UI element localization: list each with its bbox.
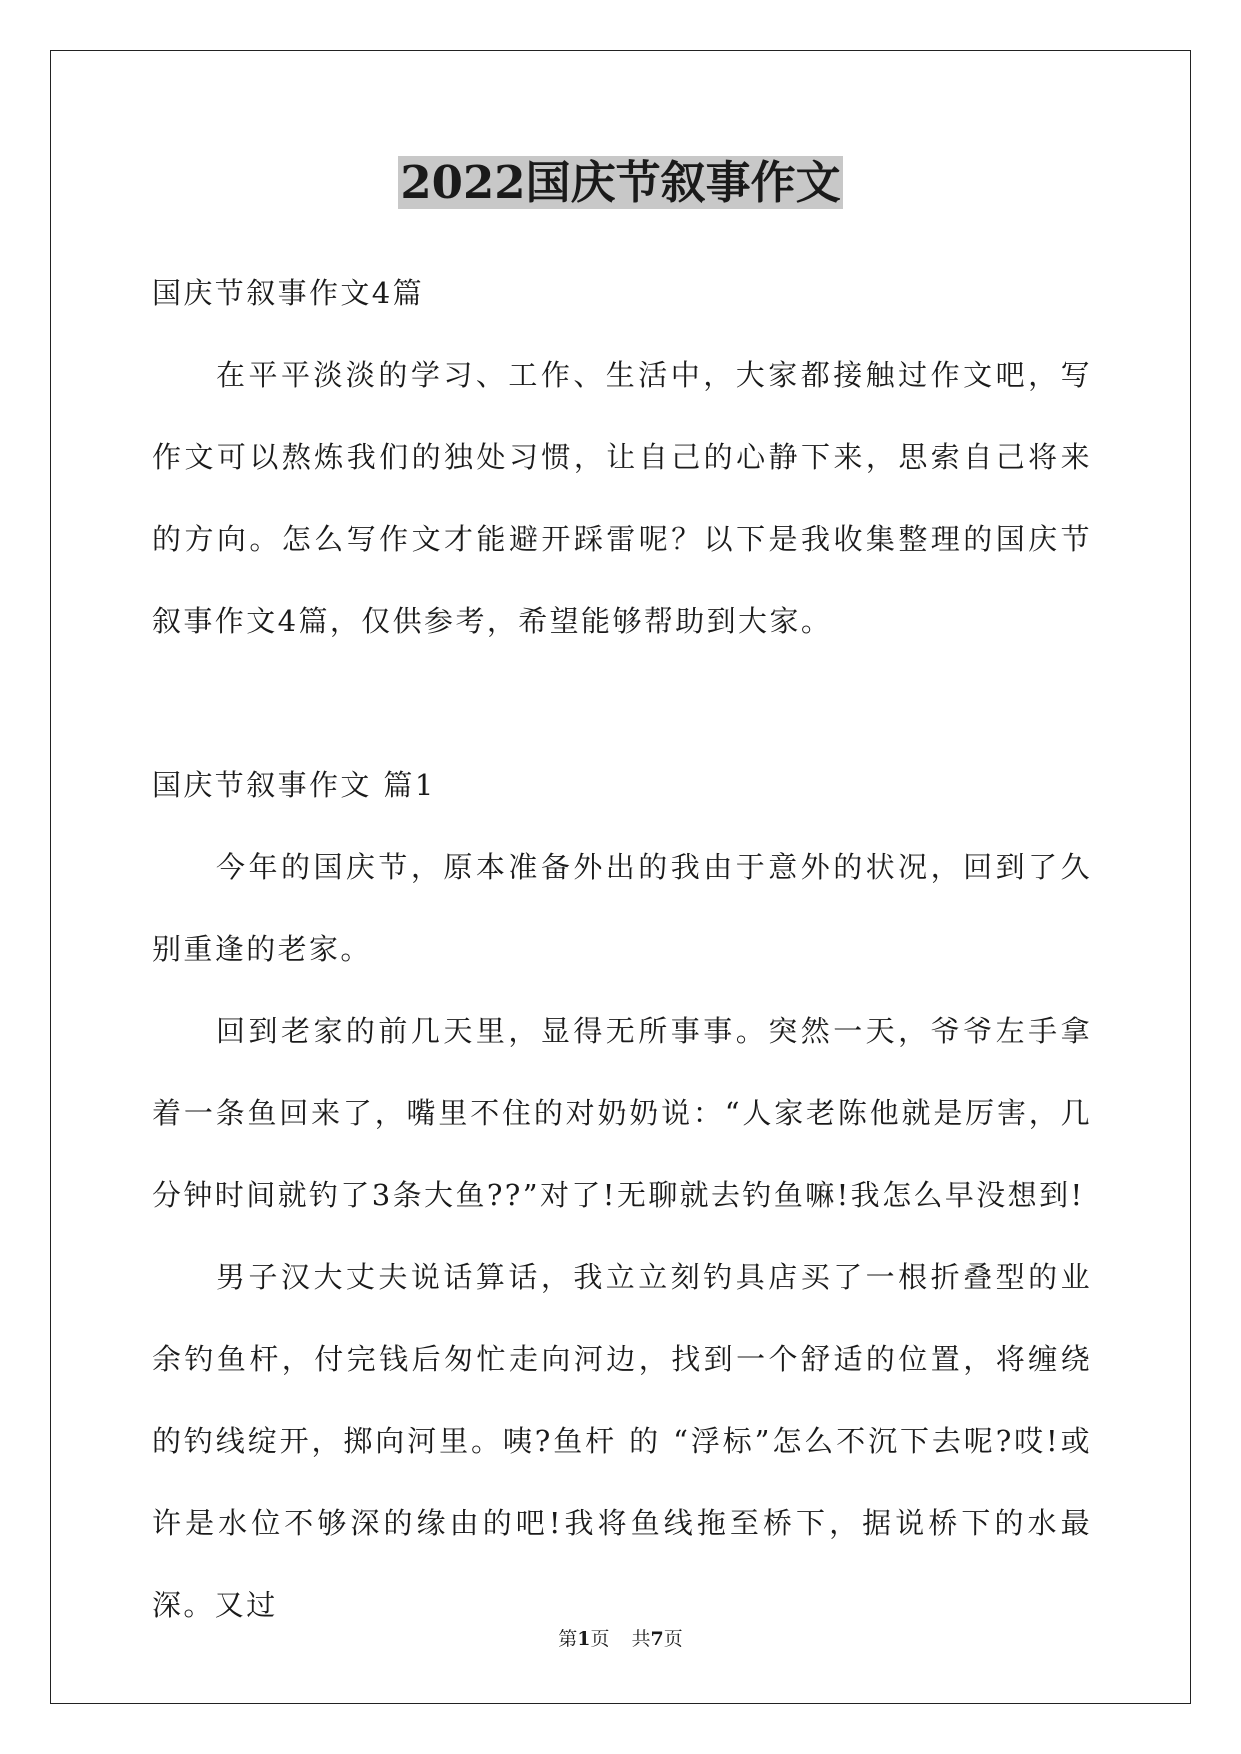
intro-paragraph: 在平平淡淡的学习、工作、生活中，大家都接触过作文吧，写作文可以熬炼我们的独处习惯，让自己的心静下来，思索自己将来的方向。怎么写作文才能避开踩雷呢？以下是我收集整理的国庆节叙事作文4篇，仅供参考，希望能够帮助到大家。 [152, 358, 1092, 638]
document-body [152, 252, 1092, 1646]
intro-heading: 国庆节叙事作文4篇 [152, 276, 425, 310]
page-prefix: 第 [558, 1628, 578, 1650]
body-paragraph: 今年的国庆节，原本准备外出的我由于意外的状况，回到了久别重逢的老家。 [152, 850, 1092, 966]
page-number: 1 [577, 1628, 591, 1650]
document-title [0, 150, 1241, 216]
page-footer [0, 1625, 1241, 1653]
body-paragraph: 男子汉大丈夫说话算话，我立立刻钓具店买了一根折叠型的业余钓鱼杆，付完钱后匆忙走向河边，找到一个舒适的位置，将缠绕的钓线绽开，掷向河里。咦?鱼杆 的 “浮标”怎么不沉下去呢?哎!或许是水位不够深的缘由的吧!我将鱼线拖至桥下，据说桥下的水最深。又过 [152, 1260, 1092, 1622]
body-paragraph: 回到老家的前几天里，显得无所事事。突然一天，爷爷左手拿着一条鱼回来了，嘴里不住的对奶奶说：“人家老陈他就是厉害，几分钟时间就钓了3条大鱼??”对了!无聊就去钓鱼嘛!我怎么早没想到! [152, 1014, 1092, 1212]
page-suffix: 页 [590, 1628, 610, 1650]
total-suffix: 页 [663, 1628, 683, 1650]
section-heading: 国庆节叙事作文 篇1 [152, 768, 436, 802]
document-title-text: 2022国庆节叙事作文 [400, 156, 841, 209]
total-pages: 7 [650, 1628, 664, 1650]
total-prefix: 共 [631, 1628, 651, 1650]
